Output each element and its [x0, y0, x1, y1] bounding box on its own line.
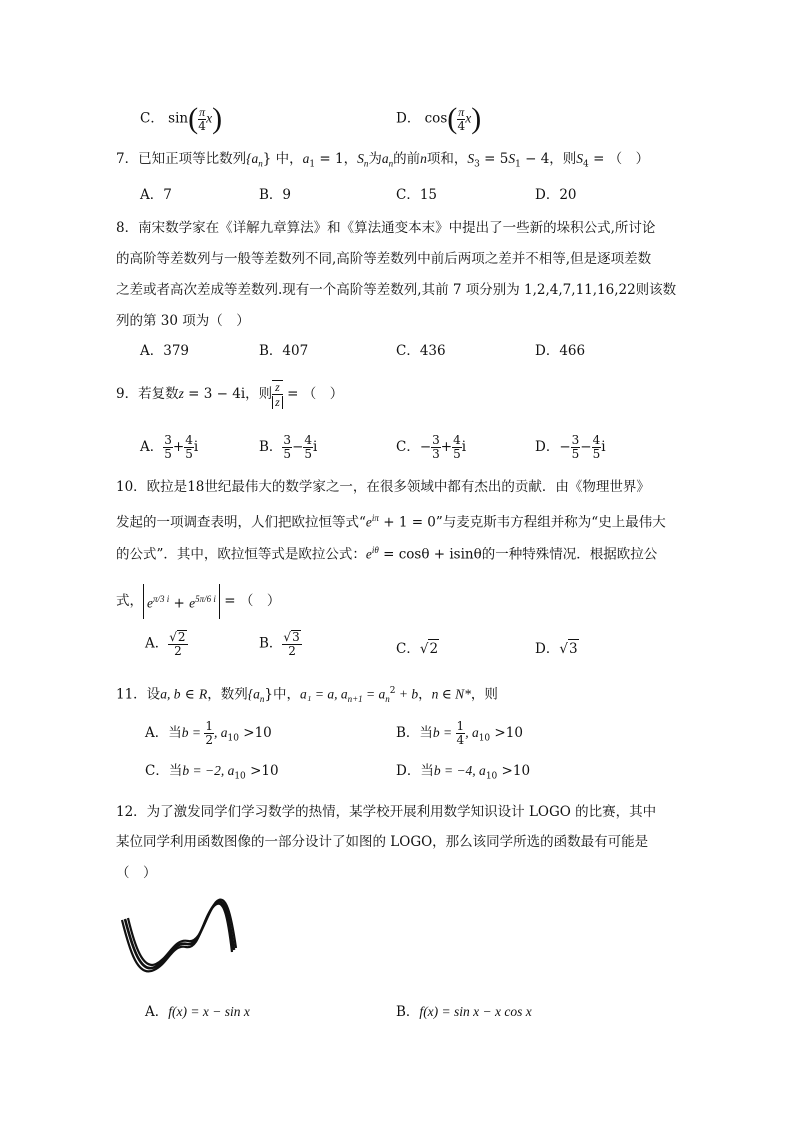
q12-line-1: 12．为了激发同学们学习数学的热情，某学校开展利用数学知识设计 LOGO 的比赛，其中 — [116, 804, 657, 820]
q6-option-d[interactable] — [396, 104, 481, 134]
q10-line-4: 式， $e^{\pi/3 i} + e^{5\pi/6 i}$ = （ ） — [116, 584, 280, 619]
q8-option-b[interactable]: B．407 — [259, 343, 309, 359]
q8-line-3: 之差或者高次差成等差数列.现有一个高阶等差数列,其前 7 项分别为 1,2,4,7,11,16,22则该数 — [116, 282, 677, 298]
q6-c-lparen: ( — [188, 102, 199, 135]
q7-option-b[interactable]: B．9 — [259, 187, 292, 203]
q11-option-a[interactable]: A．当b = $\frac{1}{2}$ , $a_{10} >10$ — [145, 719, 272, 747]
q6-c-label: C． — [140, 110, 164, 127]
q9-option-d[interactable]: D．− $\frac{3}{5}$ − $\frac{4}{5}$ i — [535, 433, 606, 461]
q6-d-var: x — [465, 110, 472, 126]
q10-option-b[interactable]: B． $\frac{√3}{2}$ — [259, 630, 300, 658]
q9-option-a[interactable]: A． $\frac{3}{5}$ + $\frac{4}{5}$ i — [140, 433, 199, 461]
q12-option-b[interactable]: B．f(x) = sin x − x cos x — [396, 1004, 532, 1020]
q9-stem: 9．若复数z = 3 − 4i，则 $\frac{z}{z}$ = （ ） — [116, 380, 344, 409]
q7-option-c[interactable]: C．15 — [396, 187, 438, 203]
q6-d-func: cos — [424, 110, 448, 127]
q8-option-c[interactable]: C．436 — [396, 343, 446, 359]
q9-stem-frac: $\frac{z}{z}$ — [272, 380, 283, 409]
q6-d-frac: $\frac{\pi}{4}$ — [457, 104, 466, 133]
logo-curve-inner — [128, 900, 236, 965]
q6-c-func: sin — [168, 110, 189, 127]
q9-option-b[interactable]: B． $\frac{3}{5}$ − $\frac{4}{5}$ i — [259, 433, 318, 461]
q6-option-c[interactable] — [140, 104, 222, 134]
q12-line-3: （ ） — [116, 865, 157, 881]
q11-option-b[interactable]: B．当b = $\frac{1}{4}$ , $a_{10} >10$ — [396, 719, 523, 747]
q11-stem: 11．设a, b ∈ R，数列$\{a_n\}$中，a₁ = a, $a_{n+1} = a_n^2 + b$，n ∈ N*，则 — [116, 686, 498, 705]
q10-line-1: 10．欧拉是18世纪最伟大的数学家之一，在很多领域中都有杰出的贡献．由《物理世界》 — [116, 479, 650, 495]
q7-stem: 7．已知正项等比数列$\{a_n\}$ 中，$a_1 = 1$，$S_n$为$a_n$的前n项和，$S_3 = 5S_1 - 4$，则$S_4$ = （ ） — [116, 151, 650, 170]
q7-option-a[interactable]: A．7 — [140, 187, 172, 203]
q6-c-rparen: ) — [212, 102, 223, 135]
q11-option-c[interactable]: C．当b = −2, $a_{10} >10$ — [145, 763, 279, 782]
q8-line-1: 8．南宋数学家在《详解九章算法》和《算法通变本末》中提出了一些新的垛积公式,所讨论 — [116, 220, 656, 236]
q6-d-lparen: ( — [447, 102, 458, 135]
q8-line-4: 列的第 30 项为（ ） — [116, 313, 250, 329]
q7-option-d[interactable]: D．20 — [535, 187, 577, 203]
q6-c-frac: $\frac{\pi}{4}$ — [198, 104, 206, 133]
q10-line-3: 的公式”．其中，欧拉恒等式是欧拉公式：$e^{i\theta} = \cos\theta + isin\theta$的一种特殊情况．根据欧拉公 — [116, 545, 658, 563]
q6-d-label: D． — [396, 110, 421, 127]
q12-line-2: 某位同学利用函数图像的一部分设计了如图的 LOGO，那么该同学所选的函数最有可能是 — [116, 834, 649, 850]
q8-option-d[interactable]: D．466 — [535, 343, 586, 359]
q6-c-var: x — [206, 110, 213, 126]
q11-option-d[interactable]: D．当b = −4, $a_{10} >10$ — [396, 763, 531, 782]
q10-option-a[interactable]: A． $\frac{√2}{2}$ — [145, 630, 186, 658]
q8-option-a[interactable]: A．379 — [140, 343, 190, 359]
q6-d-rparen: ) — [471, 102, 482, 135]
q12-logo-figure — [116, 892, 240, 982]
q12-option-a[interactable]: A．f(x) = x − sin x — [145, 1004, 250, 1020]
q10-option-c[interactable]: C．√2 — [396, 641, 439, 657]
q9-option-c[interactable]: C．− $\frac{3}{3}$ + $\frac{4}{5}$ i — [396, 433, 467, 461]
q10-option-d[interactable]: D．√3 — [535, 641, 578, 657]
q8-line-2: 的高阶等差数列与一般等差数列不同,高阶等差数列中前后两项之差并不相等,但是逐项差数 — [116, 251, 652, 267]
q10-line-2: 发起的一项调查表明，人们把欧拉恒等式“$e^{i\pi} + 1 = 0$”与麦克斯韦方程组并称为“史上最伟大 — [116, 513, 666, 531]
logo-curve-outer — [122, 904, 232, 972]
